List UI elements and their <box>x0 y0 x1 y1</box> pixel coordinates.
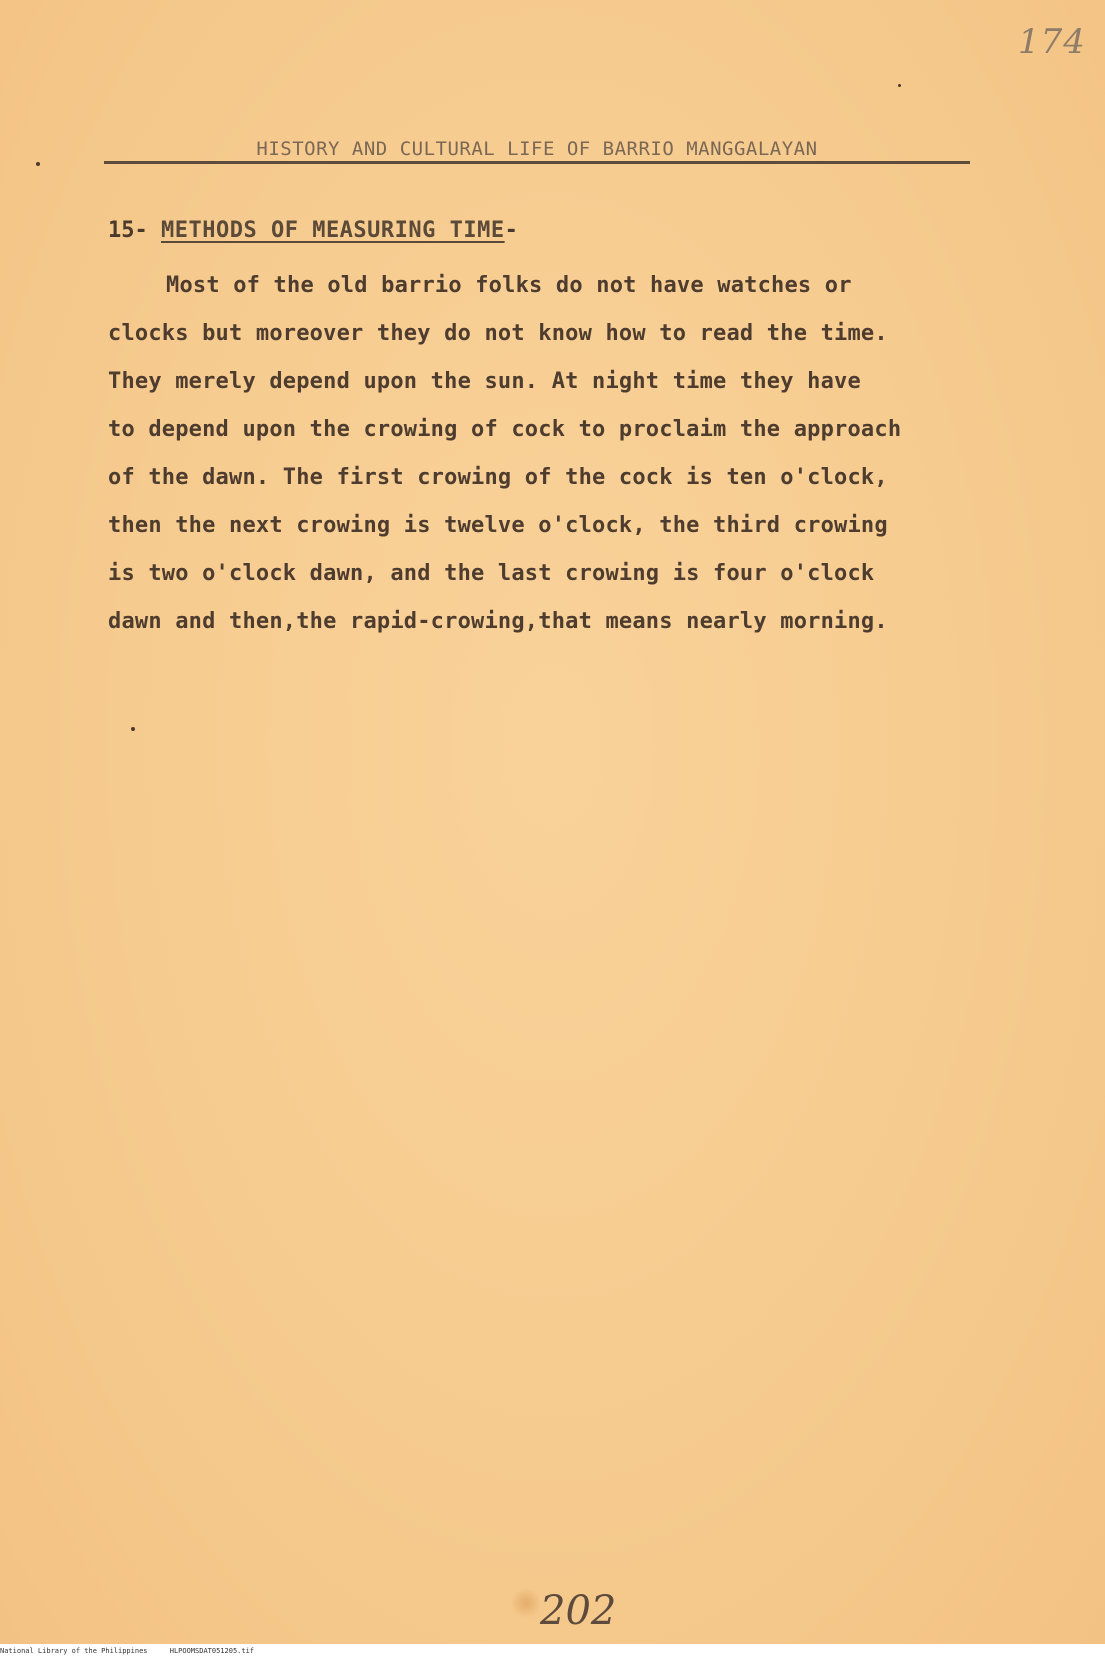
body-line: dawn and then,the rapid-crowing,that means nearly morning. <box>108 609 888 634</box>
section-body <box>108 262 1008 646</box>
body-line: Most of the old barrio folks do not have watches or <box>166 273 852 298</box>
section-trailing-dash: - <box>504 218 518 243</box>
title-underline <box>104 161 970 164</box>
body-line: is two o'clock dawn, and the last crowing is four o'clock <box>108 561 875 586</box>
section-heading <box>108 218 518 243</box>
stamped-page-number: 202 <box>540 1588 617 1634</box>
body-line: to depend upon the crowing of cock to proclaim the approach <box>108 417 902 442</box>
paper-speck <box>36 162 40 166</box>
paper-speck <box>898 84 901 87</box>
paper-speck <box>131 727 135 731</box>
body-line: of the dawn. The first crowing of the cock is ten o'clock, <box>108 465 888 490</box>
body-line: then the next crowing is twelve o'clock, the third crowing <box>108 513 888 538</box>
ink-stain <box>512 1586 540 1620</box>
scan-footer <box>0 1644 1105 1658</box>
document-title: HISTORY AND CULTURAL LIFE OF BARRIO MANGGALAYAN <box>256 138 818 160</box>
page-number: 174 <box>1018 22 1086 62</box>
body-line: clocks but moreover they do not know how to read the time. <box>108 321 888 346</box>
section-number: 15- <box>108 218 148 243</box>
body-line: They merely depend upon the sun. At night time they have <box>108 369 861 394</box>
footer-library: National Library of the Philippines <box>0 1647 148 1655</box>
footer-file: HLPOOMSDAT051205.tif <box>169 1647 255 1655</box>
section-label: METHODS OF MEASURING TIME <box>161 218 505 243</box>
